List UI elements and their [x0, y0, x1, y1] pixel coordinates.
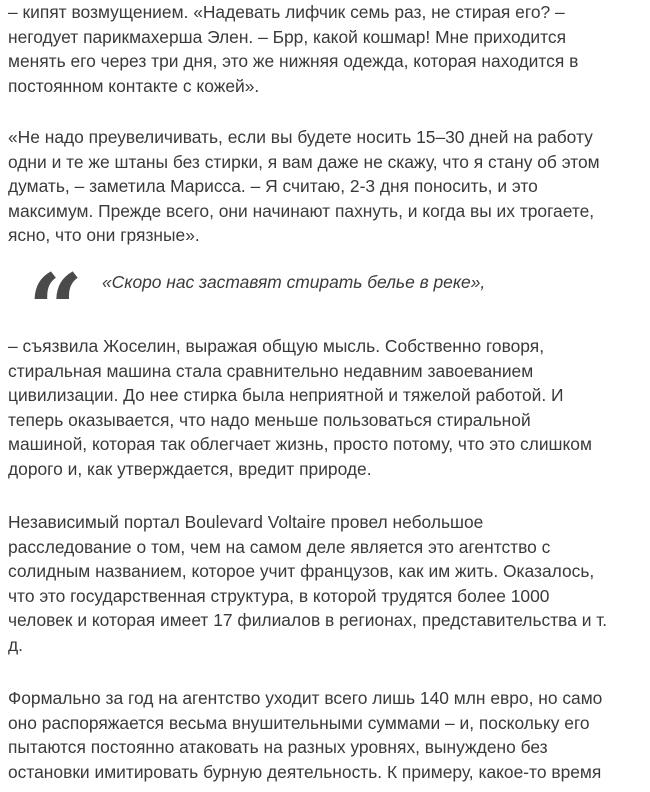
- text-line: пытаются постоянно атаковать на разных уровнях, вынуждено без: [8, 737, 548, 757]
- text-line: постоянном контакте с кожей».: [8, 75, 260, 96]
- text-line: остановки имитировать бурную деятельность. К примеру, какое-то время: [8, 761, 602, 782]
- text-line: одни и те же штаны без стирки, я вам даже не скажу, что я стану об этом: [8, 151, 600, 172]
- text-line: «Не надо преувеличивать, если вы будете носить 15–30 дней на работу: [8, 127, 593, 147]
- text-line: менять его через три дня, это же нижняя одежда, которая находится в: [8, 51, 579, 71]
- text-line: стиральная машина стала сравнительно недавним завоеванием: [8, 360, 534, 381]
- text-line: расследование о том, чем на самом деле является это агентство с: [8, 536, 551, 557]
- text-line: теперь оказывается, что надо меньше пользоваться стиральной: [8, 409, 531, 430]
- text-line: думать, – заметила Марисса. – Я считаю, 2-3 дня поносить, и это: [8, 176, 538, 196]
- paragraph-4: [8, 510, 648, 657]
- pullquote-text: «Скоро нас заставят стирать белье в реке»,: [102, 272, 486, 292]
- quote-mark-icon: “: [28, 253, 78, 366]
- paragraph-2: [8, 125, 648, 248]
- text-line: машиной, которая так облегчает жизнь, просто потому, что это слишком: [8, 434, 592, 454]
- text-line: Формально за год на агентство уходит всего лишь 140 млн евро, но само: [8, 688, 603, 708]
- text-line: д.: [8, 634, 23, 655]
- paragraph-5: [8, 686, 648, 784]
- text-line: Независимый портал Boulevard Voltaire провел небольшое: [8, 512, 484, 532]
- text-line: что это государственная структура, в которой трудятся более 1000: [8, 585, 550, 606]
- text-line: цивилизации. До нее стирка была неприятной и тяжелой работой. И: [8, 385, 564, 405]
- paragraph-1: [8, 0, 648, 98]
- text-line: максимум. Прежде всего, они начинают пахнуть, и когда вы их трогаете,: [8, 200, 595, 221]
- text-line: негодует парикмахерша Элен. – Брр, какой кошмар! Мне приходится: [8, 26, 567, 47]
- text-line: дорого и, как утверждается, вредит природе.: [8, 458, 372, 479]
- text-line: ясно, что они грязные».: [8, 225, 200, 245]
- text-line: солидным названием, которое учит французов, как им жить. Оказалось,: [8, 561, 595, 581]
- text-line: оно распоряжается весьма внушительными суммами – и, поскольку его: [8, 712, 590, 733]
- text-line: – съязвила Жоселин, выражая общую мысль. Собственно говоря,: [8, 336, 545, 356]
- text-line: человек и которая имеет 17 филиалов в регионах, представительства и т.: [8, 610, 608, 630]
- text-line: – кипят возмущением. «Надевать лифчик семь раз, не стирая его? –: [8, 2, 565, 22]
- paragraph-3: [8, 334, 648, 481]
